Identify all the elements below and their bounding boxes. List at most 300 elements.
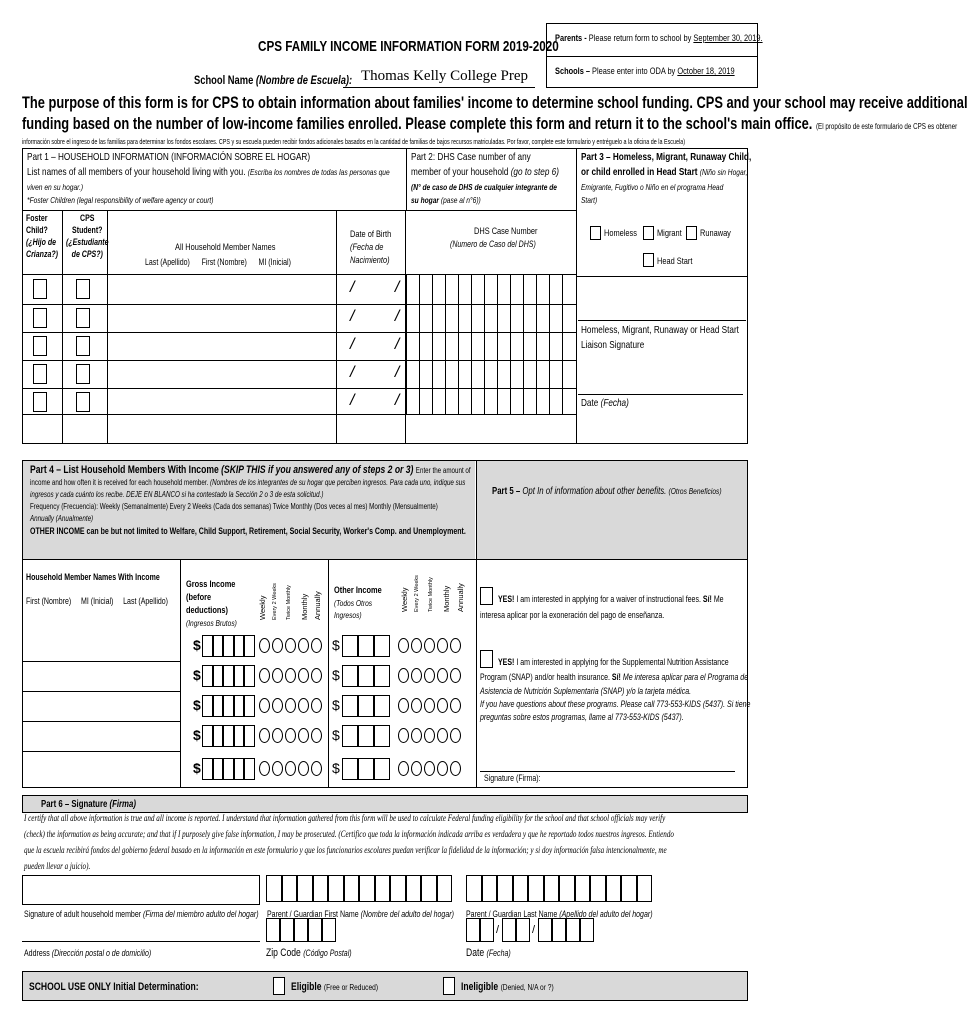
other-freq-radio[interactable] [411,728,422,743]
gross-freq-radio[interactable] [259,668,270,683]
other-freq-radio[interactable] [450,761,461,776]
gross-amount-cell[interactable] [223,725,234,747]
other-freq-label: Every 2 Weeks [414,575,420,612]
runaway-checkbox[interactable] [686,226,697,240]
first-name-cell[interactable] [313,875,329,902]
part3-date-label: Date (Fecha) [581,397,629,409]
other-dollar-sign: $ [332,697,340,713]
zip-cell[interactable] [266,918,280,942]
dhs-digit-cell[interactable] [419,360,420,388]
other-amount-cell[interactable] [342,695,358,717]
date-cell[interactable] [580,918,594,942]
other-freq-radio[interactable] [450,668,461,683]
other-amount-cell[interactable] [374,665,390,687]
dob-field[interactable]: / / [350,336,418,353]
dhs-digit-cell[interactable] [549,304,550,332]
member-name-field[interactable] [110,362,334,386]
dhs-digit-cell[interactable] [471,275,472,304]
col-foster-child: Foster Child? (¿Hijo de Crianza?) [26,213,58,259]
other-freq-radio[interactable] [450,728,461,743]
first-name-cell[interactable] [375,875,391,902]
dhs-digit-cell[interactable] [406,332,407,360]
gross-freq-radio[interactable] [272,761,283,776]
last-name-cell[interactable] [544,875,560,902]
col-member-names: All Household Member Names [175,242,276,253]
dhs-digit-cell[interactable] [432,388,433,414]
homeless-label: Homeless [604,228,637,239]
dhs-digit-cell[interactable] [510,332,511,360]
other-amount-cell[interactable] [358,758,374,780]
other-dollar-sign: $ [332,637,340,653]
dhs-digit-cell[interactable] [536,275,537,304]
part1-line1: List names of all members of your household living with you. (Escriba los nombres de todas las personas que [27,166,390,178]
part4-title: Part 4 – List Household Members With Income (SKIP THIS if you answered any of steps 2 or 3) Enter the amount of [30,464,471,476]
gross-amount-cell[interactable] [202,665,213,687]
dhs-digit-cell[interactable] [406,388,407,414]
gross-dollar-sign: $ [193,760,201,776]
dhs-digit-cell[interactable] [536,360,537,388]
gross-amount-cell[interactable] [213,695,224,717]
last-name-cell[interactable] [559,875,575,902]
gross-freq-radio[interactable] [298,698,309,713]
dob-field[interactable]: / / [350,392,418,409]
p4-name-line [22,691,180,692]
gross-amount-cell[interactable] [213,635,224,657]
date-cell[interactable] [566,918,580,942]
dhs-digit-cell[interactable] [497,304,498,332]
snap-line5: preguntas sobre estos programas, llame al 773-553-KIDS (5437). [480,712,684,722]
gross-freq-radio[interactable] [298,668,309,683]
first-name-cell[interactable] [266,875,282,902]
gross-freq-radio[interactable] [298,761,309,776]
other-income-header: Other Income (Todos Otros Ingresos) [334,585,382,620]
other-amount-cell[interactable] [374,725,390,747]
date-cell[interactable] [538,918,552,942]
gross-freq-radio[interactable] [272,638,283,653]
eligible-checkbox[interactable] [273,977,285,995]
gross-amount-cell[interactable] [213,758,224,780]
dhs-digit-cell[interactable] [471,332,472,360]
gross-amount-cell[interactable] [223,695,234,717]
dhs-digit-cell[interactable] [497,360,498,388]
foster-checkbox[interactable] [33,392,47,412]
dhs-digit-cell[interactable] [523,388,524,414]
dhs-digit-cell[interactable] [562,275,563,304]
gross-freq-radio[interactable] [285,638,296,653]
school-name-field[interactable]: Thomas Kelly College Prep [343,68,535,88]
other-freq-radio[interactable] [411,638,422,653]
other-freq-radio[interactable] [424,668,435,683]
gross-freq-label: Every 2 Weeks [272,583,278,620]
zip-cell[interactable] [322,918,336,942]
other-freq-radio[interactable] [424,638,435,653]
other-amount-cell[interactable] [358,665,374,687]
gross-amount-cell[interactable] [234,695,245,717]
part3-line4: Start) [581,195,598,205]
other-amount-cell[interactable] [342,635,358,657]
dhs-digit-cell[interactable] [536,388,537,414]
last-name-cell[interactable] [513,875,529,902]
dhs-digit-cell[interactable] [510,304,511,332]
dhs-digit-cell[interactable] [458,304,459,332]
gross-dollar-sign: $ [193,637,201,653]
gross-amount-cell[interactable] [234,758,245,780]
gross-freq-label: Annually [313,591,322,620]
other-freq-radio[interactable] [424,728,435,743]
member-name-field[interactable] [110,390,334,414]
school-name-label: School Name (Nombre de Escuela): [194,73,353,87]
dhs-digit-cell[interactable] [523,275,524,304]
gross-amount-cell[interactable] [244,665,255,687]
last-name-cell[interactable] [575,875,591,902]
waiver-text: YES! I am interested in applying for a waiver of instructional fees. Sí! Me [498,594,724,604]
date-cell[interactable] [516,918,530,942]
cps-student-checkbox[interactable] [76,392,90,412]
dhs-digit-cell[interactable] [549,275,550,304]
foster-checkbox[interactable] [33,336,47,356]
date-cell[interactable] [502,918,516,942]
first-name-cell[interactable] [297,875,313,902]
first-name-cell[interactable] [421,875,437,902]
dhs-digit-cell[interactable] [445,304,446,332]
other-freq-radio[interactable] [398,638,409,653]
cps-student-checkbox[interactable] [76,279,90,299]
part4-other-income-note: OTHER INCOME can be but not limited to Welfare, Child Support, Retirement, Social Security, Worker's Comp. and Unemployment. [30,526,466,536]
dhs-digit-cell[interactable] [497,275,498,304]
other-amount-cell[interactable] [358,635,374,657]
snap-line2: Program (SNAP) and/or health insurance. Sí! Me interesa aplicar para el Programa de [480,672,749,682]
part3-line2: or child enrolled in Head Start (Niño sin Hogar, [581,166,748,178]
other-freq-radio[interactable] [437,638,448,653]
last-name-cell[interactable] [606,875,622,902]
gross-amount-cell[interactable] [223,758,234,780]
dhs-digit-cell[interactable] [549,332,550,360]
p4-member-name-field[interactable] [22,633,178,659]
snap-line3: Asistencia de Nutrición Suplementaria (SNAP) y/o la tarjeta médica. [480,686,692,696]
gross-freq-radio[interactable] [272,728,283,743]
col-dob: Date of Birth (Fecha de Nacimiento) [350,229,392,266]
cert-line1: I certify that all above information is true and all income is reported. I understand that information gathered from this form will be used to calculate Federal funding eligibility for the school and that school officials may verify [24,813,666,824]
gross-freq-radio[interactable] [285,761,296,776]
purpose-line1: The purpose of this form is for CPS to obtain information about families' income to determine school funding. CPS and your school may receive additional [22,94,968,112]
first-name-label: Parent / Guardian First Name (Nombre del adulto del hogar) [267,909,454,919]
first-name-cell[interactable] [344,875,360,902]
dhs-digit-cell[interactable] [419,304,420,332]
other-freq-radio[interactable] [450,638,461,653]
member-name-field[interactable] [110,334,334,358]
dhs-digit-cell[interactable] [562,332,563,360]
dhs-digit-cell[interactable] [536,304,537,332]
dhs-digit-cell[interactable] [523,332,524,360]
last-name-cell[interactable] [637,875,653,902]
gross-freq-radio[interactable] [311,668,322,683]
cert-line2: (check) the information as being accurate; and that if I purposely give false information, I may be prosecuted. (Certifico que toda la información indicada arriba es verdadera y que he reportado todos nuestros ingresos. Entiendo [24,829,674,840]
last-name-cell[interactable] [528,875,544,902]
gross-amount-cell[interactable] [223,635,234,657]
dob-field[interactable]: / / [350,364,418,381]
date-label: Date (Fecha) [466,947,511,959]
first-name-cell[interactable] [390,875,406,902]
gross-amount-cell[interactable] [244,758,255,780]
first-name-cell[interactable] [437,875,453,902]
gross-freq-radio[interactable] [272,668,283,683]
col-names-sub: Last (Apellido) First (Nombre) MI (Inicial) [145,257,291,267]
part4-frequency: Frequency (Frecuencia): Weekly (Semanalmente) Every 2 Weeks (Cada dos semanas) Twice Monthly (Dos veces al mes) Monthly (Mensualmente) [30,502,438,511]
dhs-digit-cell[interactable] [432,332,433,360]
gross-amount-cell[interactable] [223,665,234,687]
last-name-cell[interactable] [466,875,482,902]
dhs-digit-cell[interactable] [458,360,459,388]
other-freq-radio[interactable] [437,698,448,713]
p4-col-names-sub: First (Nombre) MI (Inicial) Last (Apellido) [26,596,169,606]
gross-freq-radio[interactable] [259,638,270,653]
p4-member-name-field[interactable] [22,723,178,749]
dhs-digit-cell[interactable] [432,360,433,388]
dhs-digit-cell[interactable] [471,304,472,332]
gross-freq-radio[interactable] [259,728,270,743]
p4-name-line [22,721,180,722]
other-freq-radio[interactable] [411,698,422,713]
last-name-cell[interactable] [590,875,606,902]
adult-signature-label: Signature of adult household member (Firma del miembro adulto del hogar) [24,909,259,919]
foster-checkbox[interactable] [33,279,47,299]
dhs-digit-cell[interactable] [562,360,563,388]
gross-amount-cell[interactable] [202,758,213,780]
foster-checkbox[interactable] [33,364,47,384]
gross-freq-radio[interactable] [311,698,322,713]
homeless-checkbox[interactable] [590,226,601,240]
col-dhs-es: (Numero de Caso del DHS) [450,239,536,249]
part1-title: Part 1 – HOUSEHOLD INFORMATION (INFORMACIÓN SOBRE EL HOGAR) [27,151,311,163]
migrant-checkbox[interactable] [643,226,654,240]
gross-amount-cell[interactable] [244,725,255,747]
school-use-bar: SCHOOL USE ONLY Initial Determination: Eligible (Free or Reduced) Ineligible (Denied, N/A or ?) [22,971,748,1001]
p4-member-name-field[interactable] [22,663,178,689]
p4-name-line [22,661,180,662]
gross-freq-label: Weekly [258,595,267,620]
gross-freq-radio[interactable] [285,668,296,683]
part2-line4: su hogar (pase al n°6)) [411,195,481,205]
part2-line2: member of your household (go to step 6) [411,166,559,178]
gross-amount-cell[interactable] [213,725,224,747]
dhs-digit-cell[interactable] [484,304,485,332]
dhs-digit-cell[interactable] [549,360,550,388]
other-freq-radio[interactable] [398,668,409,683]
snap-line1: YES! I am interested in applying for the Supplemental Nutrition Assistance [498,657,729,667]
date-slash: / [496,924,500,936]
other-dollar-sign: $ [332,760,340,776]
gross-freq-radio[interactable] [285,728,296,743]
gross-freq-label: Monthly [300,593,309,620]
dhs-digit-cell[interactable] [484,275,485,304]
dhs-digit-cell[interactable] [549,388,550,414]
gross-freq-radio[interactable] [311,728,322,743]
other-freq-radio[interactable] [398,761,409,776]
other-freq-radio[interactable] [437,668,448,683]
gross-freq-label: Twice Monthly [286,585,292,620]
other-amount-cell[interactable] [374,758,390,780]
gross-freq-radio[interactable] [311,638,322,653]
gross-amount-cell[interactable] [234,665,245,687]
gross-amount-cell[interactable] [202,635,213,657]
member-name-field[interactable] [110,306,334,330]
gross-dollar-sign: $ [193,727,201,743]
other-freq-radio[interactable] [424,761,435,776]
dhs-digit-cell[interactable] [458,388,459,414]
gross-amount-cell[interactable] [244,635,255,657]
dhs-digit-cell[interactable] [471,388,472,414]
other-freq-label: Annually [456,583,465,612]
waiver-yes-checkbox[interactable] [480,587,493,605]
dhs-digit-cell[interactable] [497,332,498,360]
cert-line4: pueden llevar a juicio). [24,861,91,872]
other-freq-label: Monthly [442,585,451,612]
foster-checkbox[interactable] [33,308,47,328]
part3-title: Part 3 – Homeless, Migrant, Runaway Child, [581,151,752,163]
dhs-digit-cell[interactable] [510,388,511,414]
last-name-cell[interactable] [621,875,637,902]
other-amount-cell[interactable] [358,725,374,747]
adult-signature-field[interactable] [22,875,260,905]
dhs-digit-cell[interactable] [484,360,485,388]
first-name-cell[interactable] [328,875,344,902]
waiver-text-es: interesa aplicar por la exoneración del pago de enseñanza. [480,610,665,620]
other-amount-cell[interactable] [342,725,358,747]
gross-freq-radio[interactable] [259,698,270,713]
purpose-line2: funding based on the number of low-income families enrolled. Please complete this form and return it to the school's main office. (El propósito de este formulario de CPS es obtener [22,115,958,133]
p4-col-names: Household Member Names With Income [26,572,160,582]
dob-field[interactable]: / / [350,279,418,296]
other-amount-cell[interactable] [342,665,358,687]
dhs-digit-cell[interactable] [562,304,563,332]
other-amount-cell[interactable] [374,695,390,717]
gross-amount-cell[interactable] [213,665,224,687]
dhs-digit-cell[interactable] [445,332,446,360]
dhs-digit-cell[interactable] [536,332,537,360]
gross-amount-cell[interactable] [234,725,245,747]
runaway-label: Runaway [700,228,731,239]
gross-freq-radio[interactable] [285,698,296,713]
other-freq-radio[interactable] [398,728,409,743]
dhs-digit-cell[interactable] [445,388,446,414]
gross-freq-radio[interactable] [272,698,283,713]
snap-yes-checkbox[interactable] [480,650,493,668]
p1-row-divider [22,360,576,361]
col-cps-student: CPS Student? (¿Estudiante de CPS?) [66,213,109,259]
gross-amount-cell[interactable] [202,725,213,747]
dhs-digit-cell[interactable] [406,360,407,388]
other-dollar-sign: $ [332,727,340,743]
first-name-cell[interactable] [282,875,298,902]
dhs-digit-cell[interactable] [419,275,420,304]
dob-field[interactable]: / / [350,308,418,325]
part5-signature-label: Signature (Firma): [484,773,541,783]
dhs-digit-cell[interactable] [419,332,420,360]
other-freq-radio[interactable] [424,698,435,713]
other-amount-cell[interactable] [358,695,374,717]
dhs-digit-cell[interactable] [510,275,511,304]
first-name-cell[interactable] [359,875,375,902]
dhs-digit-cell[interactable] [523,360,524,388]
ineligible-checkbox[interactable] [443,977,455,995]
zip-cell[interactable] [294,918,308,942]
other-amount-cell[interactable] [374,635,390,657]
dhs-digit-cell[interactable] [445,275,446,304]
date-cell[interactable] [480,918,494,942]
gross-amount-cell[interactable] [202,695,213,717]
dhs-digit-cell[interactable] [523,304,524,332]
zip-cell[interactable] [280,918,294,942]
dhs-digit-cell[interactable] [432,275,433,304]
gross-freq-radio[interactable] [298,638,309,653]
part5-title: Part 5 – Opt In of information about other benefits. (Otros Beneficios) [492,486,722,497]
other-freq-radio[interactable] [437,728,448,743]
p4-member-name-field[interactable] [22,693,178,719]
cps-student-checkbox[interactable] [76,364,90,384]
other-freq-radio[interactable] [411,668,422,683]
ineligible-label: Ineligible (Denied, N/A or ?) [461,981,554,993]
gross-amount-cell[interactable] [244,695,255,717]
eligible-label: Eligible (Free or Reduced) [291,981,379,993]
dhs-digit-cell[interactable] [406,275,407,304]
gross-amount-cell[interactable] [234,635,245,657]
date-cell[interactable] [466,918,480,942]
zip-cell[interactable] [308,918,322,942]
liaison-signature-label: Homeless, Migrant, Runaway or Head Start Liaison Signature [581,324,739,351]
date-cell[interactable] [552,918,566,942]
other-amount-cell[interactable] [342,758,358,780]
dhs-digit-cell[interactable] [484,332,485,360]
migrant-label: Migrant [657,228,682,239]
other-freq-label: Weekly [400,587,409,612]
p1-row-divider [22,443,576,444]
dhs-digit-cell[interactable] [458,332,459,360]
dhs-digit-cell[interactable] [445,360,446,388]
p1-row-divider [22,388,576,389]
dhs-digit-cell[interactable] [406,304,407,332]
last-name-cell[interactable] [497,875,513,902]
other-freq-radio[interactable] [398,698,409,713]
cps-student-checkbox[interactable] [76,308,90,328]
dhs-digit-cell[interactable] [432,304,433,332]
dhs-digit-cell[interactable] [458,275,459,304]
part4-l3: ingresos y cada cuánto los recibe. DEJE EN BLANCO si ha contestado la Sección 2 o 3 de esta solicitud.) [30,490,324,499]
gross-freq-radio[interactable] [259,761,270,776]
dhs-digit-cell[interactable] [510,360,511,388]
gross-freq-radio[interactable] [298,728,309,743]
cps-student-checkbox[interactable] [76,336,90,356]
last-name-cell[interactable] [482,875,498,902]
dhs-digit-cell[interactable] [419,388,420,414]
headstart-checkbox[interactable] [643,253,654,267]
member-name-field[interactable] [110,277,334,301]
dhs-digit-cell[interactable] [484,388,485,414]
dhs-digit-cell[interactable] [562,388,563,414]
dhs-digit-cell[interactable] [471,360,472,388]
gross-freq-radio[interactable] [311,761,322,776]
dhs-digit-cell[interactable] [497,388,498,414]
other-freq-radio[interactable] [437,761,448,776]
p4-name-line [22,751,180,752]
other-freq-radio[interactable] [450,698,461,713]
part2-line3: (N° de caso de DHS de cualquier integrante de [411,182,557,192]
p4-member-name-field[interactable] [22,756,178,782]
other-freq-radio[interactable] [411,761,422,776]
cert-line3: que la escuela recibirá fondos del gobierno federal basado en la información en este formulario y que los funcionarios escolares puedan verificar la fidelidad de la información; y si doy información falsa intencionalmente, me [24,845,667,856]
col-dhs: DHS Case Number [474,226,538,237]
part3-line3: Emigrante, Fugitivo o Niño en el programa Head [581,182,724,192]
first-name-cell[interactable] [406,875,422,902]
